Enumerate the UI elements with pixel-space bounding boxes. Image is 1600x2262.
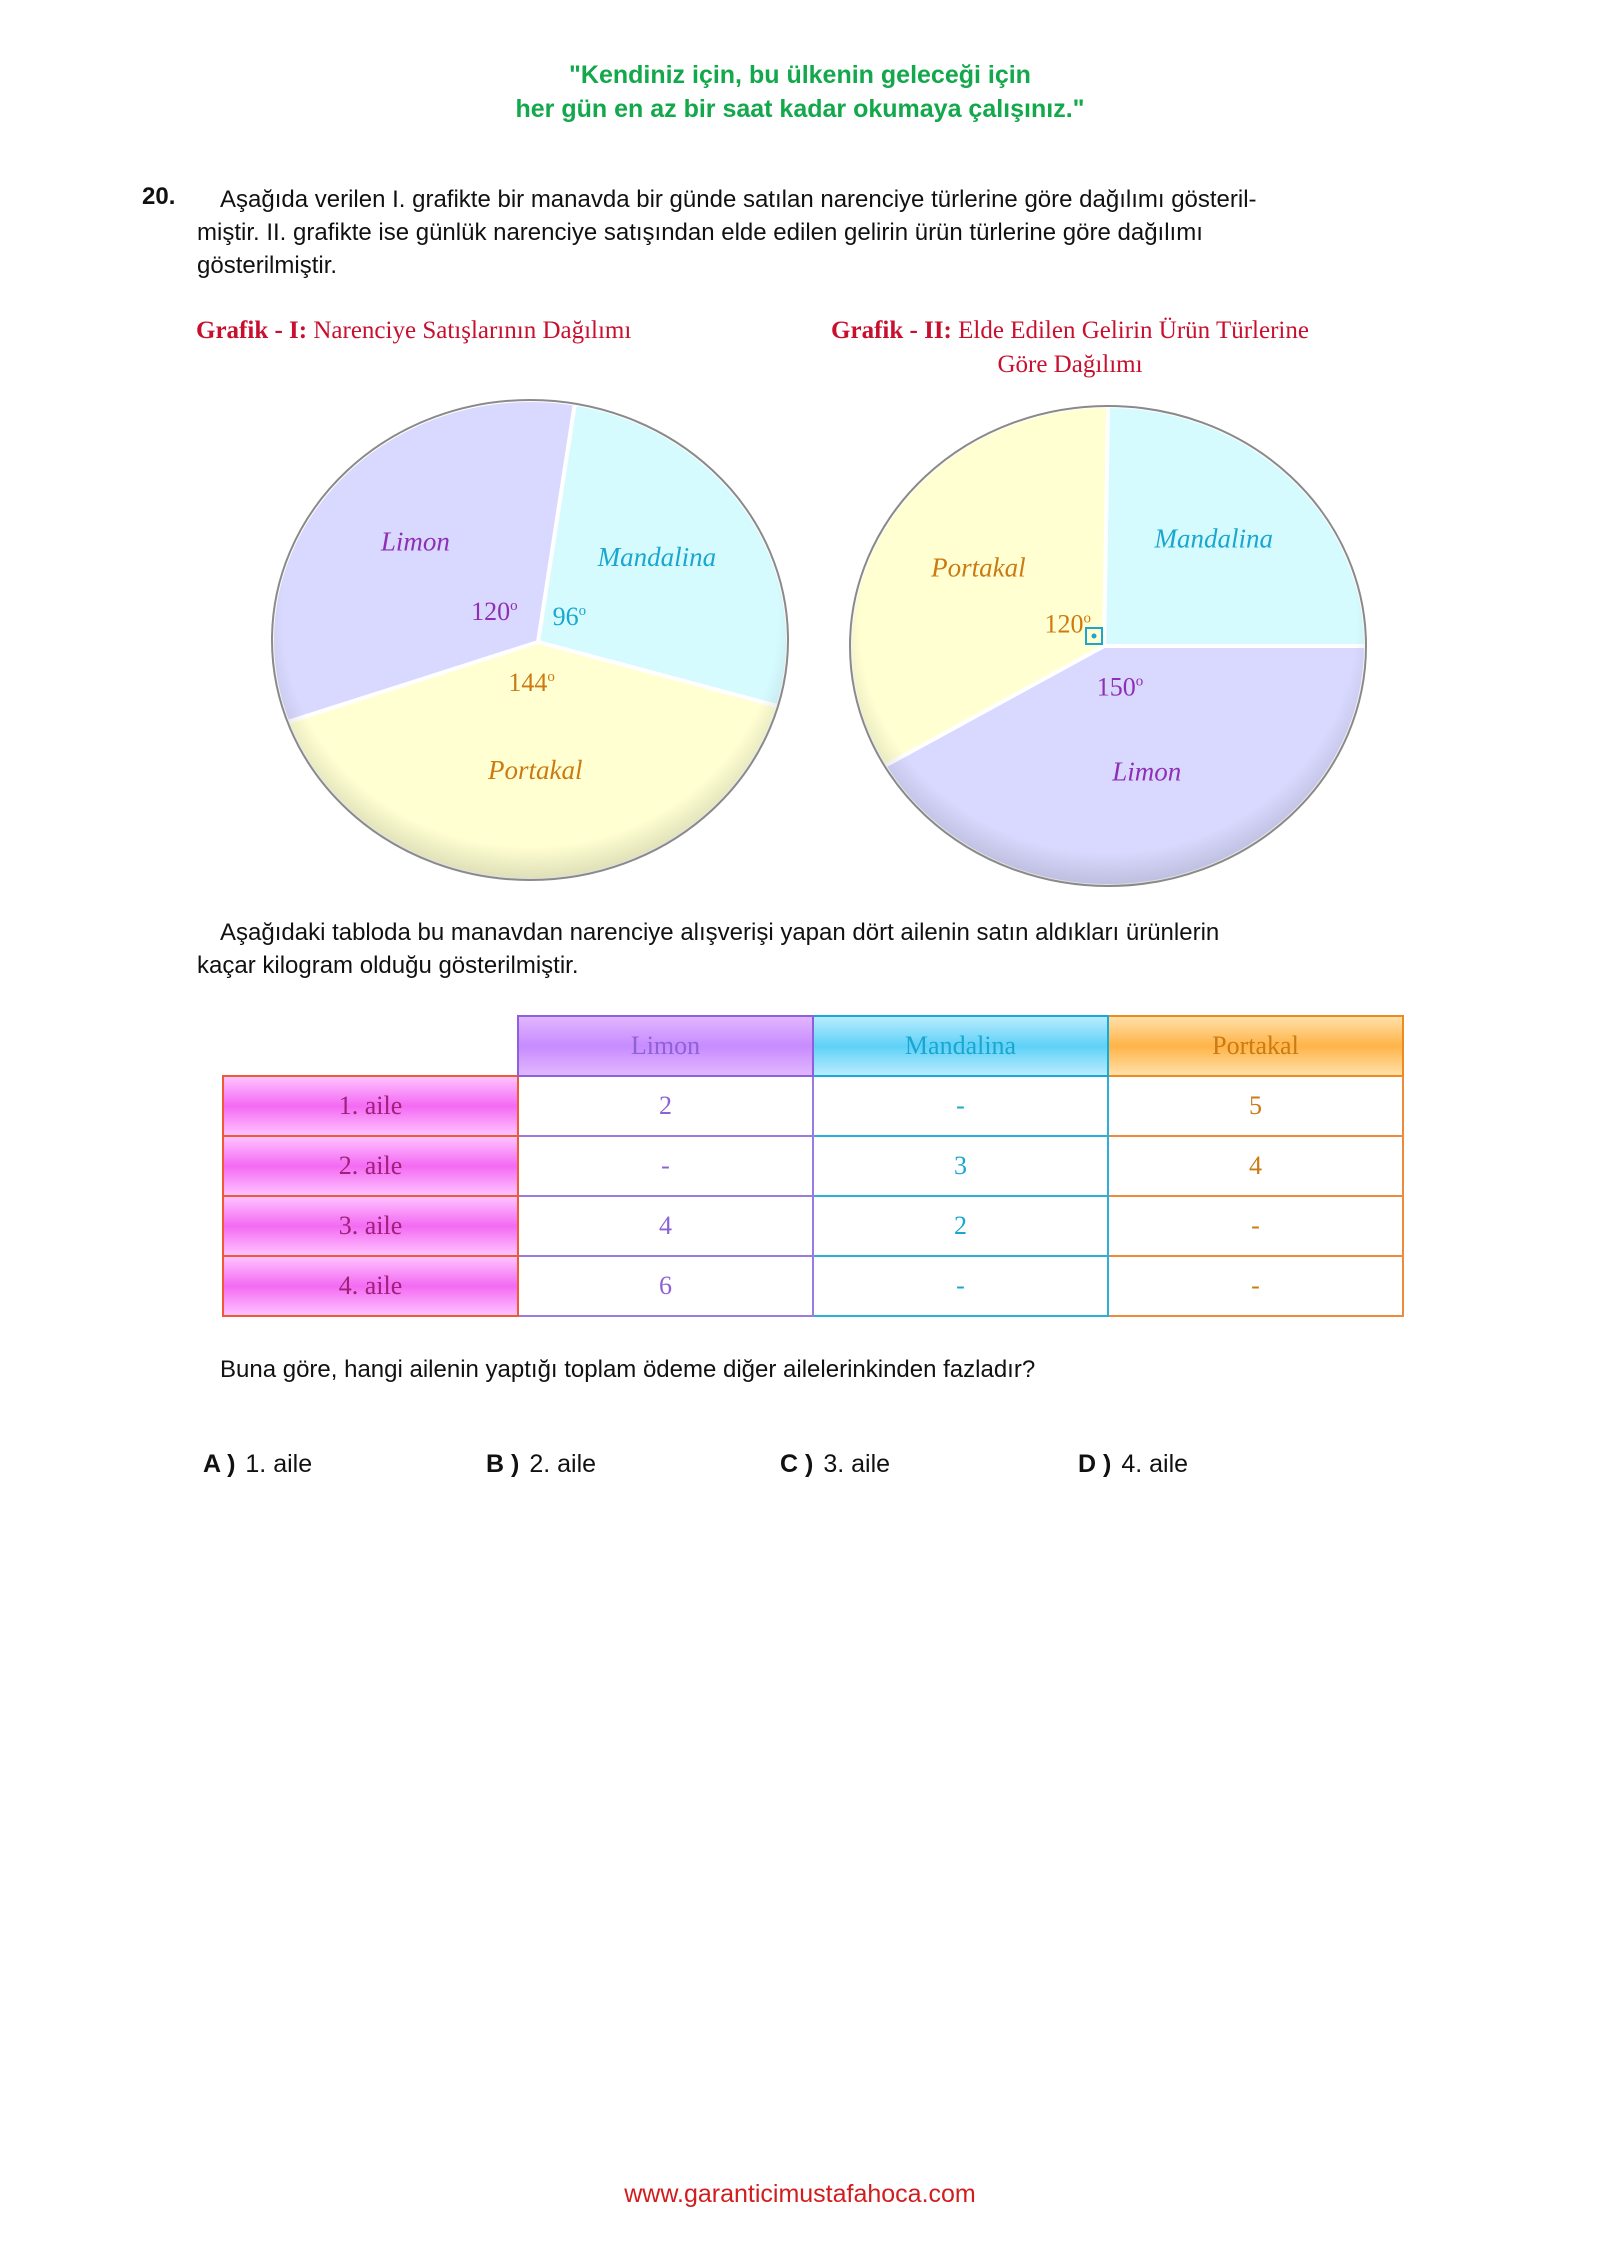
slice-label-limon: Limon: [1112, 756, 1182, 787]
pie-chart-2: [840, 400, 1400, 900]
option-letter: B ): [486, 1450, 520, 1478]
cell-limon: -: [518, 1136, 813, 1196]
motto-line-2: her gün en az bir saat kadar okumaya çalışınız.": [515, 95, 1085, 123]
slice-label-portakal: Portakal: [487, 755, 583, 786]
option-text: 3. aile: [823, 1450, 891, 1478]
slice-degree-limon: 120$^o$: [471, 597, 518, 627]
option-text: 4. aile: [1121, 1450, 1189, 1478]
table-row: [223, 1136, 1403, 1196]
intro-line-2: miştir. II. grafikte ise günlük narenciye satışından elde edilen gelirin ürün türlerine göre dağılımı: [197, 219, 1203, 246]
intro-line-3: gösterilmiştir.: [197, 252, 338, 279]
slice-label-limon: Limon: [380, 526, 450, 557]
cell-mandalina: 3: [813, 1136, 1108, 1196]
graph-2-title: [820, 314, 1320, 382]
cell-portakal: 4: [1108, 1136, 1403, 1196]
footer-website: www.garanticimustafahoca.com: [624, 2180, 976, 2208]
cell-mandalina: -: [813, 1256, 1108, 1316]
purchase-table: [222, 1015, 1404, 1317]
row-label: 2. aile: [223, 1136, 518, 1196]
table-row: [223, 1256, 1403, 1316]
slice-degree-portakal: 120$^o$: [1044, 609, 1092, 639]
pie-rim: [850, 406, 1366, 886]
row-label: 4. aile: [223, 1256, 518, 1316]
slice-degree-portakal: 144$^o$: [508, 668, 555, 698]
question-intro: [197, 183, 1397, 282]
table-row: [223, 1196, 1403, 1256]
graph-2-title-rest-2: Göre Dağılımı: [997, 351, 1143, 378]
graph-1-title: [196, 314, 696, 348]
cell-limon: 4: [518, 1196, 813, 1256]
question-number: 20.: [142, 183, 176, 210]
option-text: 1. aile: [245, 1450, 313, 1478]
question-ask: Buna göre, hangi ailenin yaptığı toplam ödeme diğer ailelerinkinden fazladır?: [220, 1356, 1036, 1383]
row-label: 3. aile: [223, 1196, 518, 1256]
option-letter: A ): [203, 1450, 236, 1478]
slice-label-portakal: Portakal: [931, 552, 1026, 583]
table-row: [223, 1076, 1403, 1136]
slice-label-mandalina: Mandalina: [1154, 523, 1274, 554]
pie-chart-1: [240, 400, 800, 900]
cell-limon: 6: [518, 1256, 813, 1316]
graph-2-title-bold: Grafik - II:: [831, 317, 952, 344]
motto-line-1: "Kendiniz için, bu ülkenin geleceği için: [569, 61, 1031, 89]
option-c[interactable]: [780, 1450, 890, 1479]
option-a[interactable]: [203, 1450, 312, 1479]
row-label: 1. aile: [223, 1076, 518, 1136]
option-d[interactable]: [1078, 1450, 1188, 1479]
motto-quote: [0, 58, 1600, 126]
header-portakal: Portakal: [1108, 1016, 1403, 1076]
cell-limon: 2: [518, 1076, 813, 1136]
slice-degree-mandalina: 96$^o$: [552, 602, 587, 632]
cell-portakal: -: [1108, 1196, 1403, 1256]
table-intro: [197, 916, 1397, 982]
cell-portakal: -: [1108, 1256, 1403, 1316]
table-corner: [223, 1016, 518, 1076]
graph-1-title-bold: Grafik - I:: [196, 317, 308, 344]
cell-portakal: 5: [1108, 1076, 1403, 1136]
option-letter: C ): [780, 1450, 814, 1478]
option-letter: D ): [1078, 1450, 1112, 1478]
option-text: 2. aile: [529, 1450, 597, 1478]
graph-2-title-rest-1: Elde Edilen Gelirin Ürün Türlerine: [958, 317, 1309, 344]
table-intro-line-1: Aşağıdaki tabloda bu manavdan narenciye alışverişi yapan dört ailenin satın aldıkları ürünlerin: [220, 919, 1220, 946]
table-intro-line-2: kaçar kilogram olduğu gösterilmiştir.: [197, 952, 579, 979]
pie-rim: [272, 400, 788, 880]
graph-1-title-rest: Narenciye Satışlarının Dağılımı: [313, 317, 632, 344]
cell-mandalina: -: [813, 1076, 1108, 1136]
intro-line-1: Aşağıda verilen I. grafikte bir manavda bir günde satılan narenciye türlerine göre dağılımı gösteril-: [220, 186, 1257, 213]
option-b[interactable]: [486, 1450, 596, 1479]
cell-mandalina: 2: [813, 1196, 1108, 1256]
header-mandalina: Mandalina: [813, 1016, 1108, 1076]
header-limon: Limon: [518, 1016, 813, 1076]
slice-degree-limon: 150$^o$: [1096, 672, 1144, 702]
slice-label-mandalina: Mandalina: [597, 542, 717, 573]
